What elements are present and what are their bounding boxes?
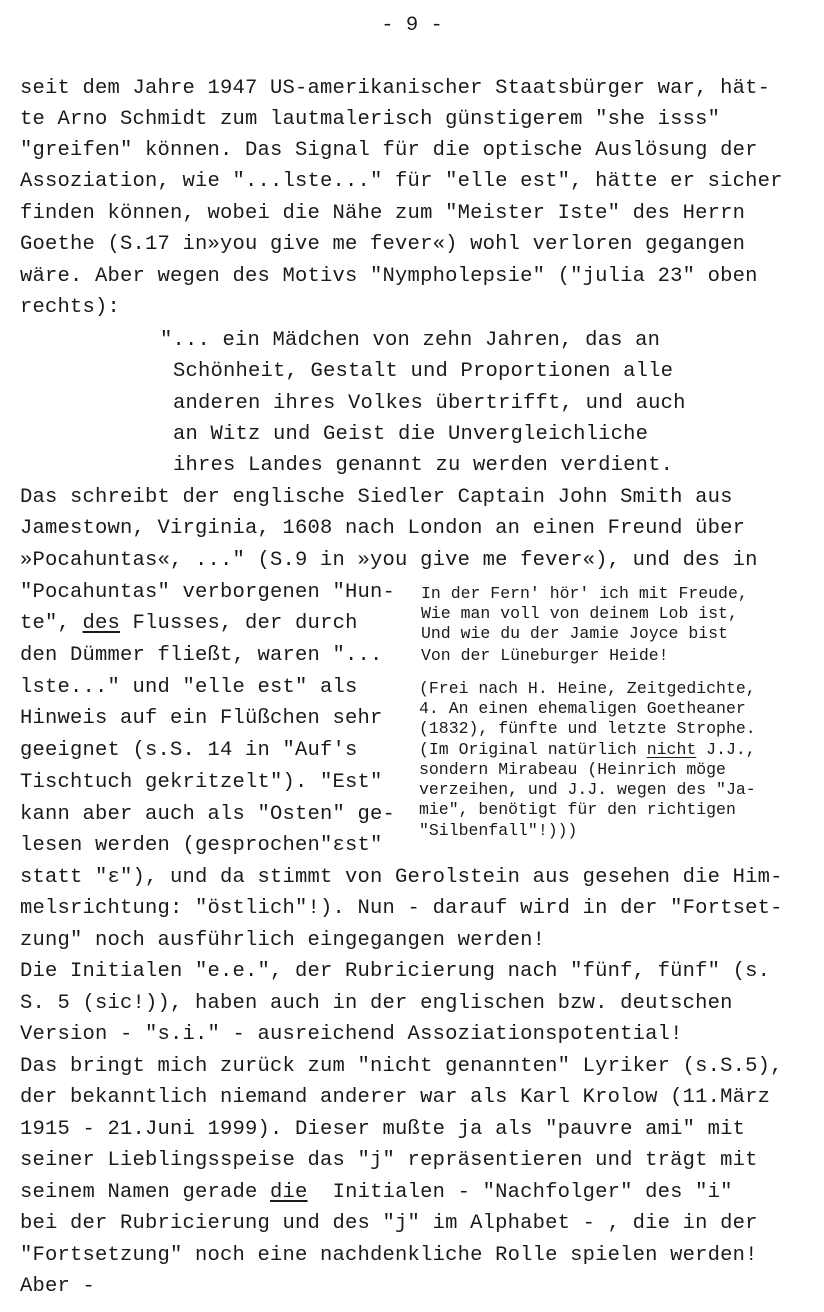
- text-line: seit dem Jahre 1947 US-amerikanischer Staatsbürger war, hät-: [20, 77, 771, 100]
- text-line: "greifen" können. Das Signal für die optische Auslösung der: [20, 139, 758, 162]
- side-note-comment-line: (1832), fünfte und letzte Strophe.: [419, 719, 756, 738]
- side-note-comment-line: mie", benötigt für den richtigen: [419, 800, 736, 819]
- text-line: seinem Namen gerade die Initialen - "Nachfolger" des "i": [20, 1181, 733, 1204]
- side-note-comment-line: 4. An einen ehemaligen Goetheaner: [419, 699, 746, 718]
- quote-line: an Witz und Geist die Unvergleichliche: [173, 423, 649, 446]
- text-line: zung" noch ausführlich eingegangen werden!: [20, 929, 546, 952]
- side-note-poem-line: Wie man voll von deinem Lob ist,: [421, 604, 738, 623]
- side-note-comment-line: sondern Mirabeau (Heinrich möge: [419, 760, 726, 779]
- text-line: Version - "s.i." - ausreichend Assoziationspotential!: [20, 1023, 683, 1046]
- side-note-comment-line: (Im Original natürlich nicht J.J.,: [419, 740, 756, 759]
- text-line: rechts):: [20, 296, 121, 319]
- text-line: wäre. Aber wegen des Motivs "Nympholepsie" ("julia 23" oben: [20, 265, 758, 288]
- side-note-comment-line: verzeihen, und J.J. wegen des "Ja-: [419, 780, 756, 799]
- left-column-line: te", des Flusses, der durch: [20, 612, 358, 635]
- text-line: S. 5 (sic!)), haben auch in der englischen bzw. deutschen: [20, 992, 733, 1015]
- left-column-line: "Pocahuntas" verborgenen "Hun-: [20, 581, 396, 604]
- left-column-line: Hinweis auf ein Flüßchen sehr: [20, 707, 383, 730]
- text-line: Assoziation, wie "...lste..." für "elle est", hätte er sicher: [20, 170, 783, 193]
- underlined-word: die: [270, 1181, 308, 1204]
- left-column-line: geeignet (s.S. 14 in "Auf's: [20, 739, 358, 762]
- left-column-line: Tischtuch gekritzelt"). "Est": [20, 771, 383, 794]
- quote-line: ihres Landes genannt zu werden verdient.: [173, 454, 674, 477]
- side-note-poem-line: Von der Lüneburger Heide!: [421, 646, 669, 665]
- side-note-poem-line: In der Fern' hör' ich mit Freude,: [421, 584, 748, 603]
- text-line: "Fortsetzung" noch eine nachdenkliche Rolle spielen werden!: [20, 1244, 758, 1267]
- text-line: Das schreibt der englische Siedler Captain John Smith aus: [20, 486, 733, 509]
- left-column-line: lesen werden (gesprochen"εst": [20, 834, 383, 857]
- text-line: Aber -: [20, 1275, 96, 1298]
- underlined-word: nicht: [646, 740, 697, 759]
- text-line: seiner Lieblingsspeise das "j" repräsentieren und trägt mit: [20, 1149, 758, 1172]
- left-column-line: kann aber auch als "Osten" ge-: [20, 803, 396, 826]
- text-line: der bekanntlich niemand anderer war als Karl Krolow (11.März: [20, 1086, 771, 1109]
- text-line: statt "ε"), und da stimmt von Gerolstein aus gesehen die Him-: [20, 866, 783, 889]
- page-number: - 9 -: [381, 14, 443, 37]
- text-line: Das bringt mich zurück zum "nicht genannten" Lyriker (s.S.5),: [20, 1055, 783, 1078]
- quote-line: Schönheit, Gestalt und Proportionen alle: [173, 360, 674, 383]
- left-column-line: lste..." und "elle est" als: [20, 676, 358, 699]
- left-column-line: den Dümmer fließt, waren "...: [20, 644, 383, 667]
- quote-line: "... ein Mädchen von zehn Jahren, das an: [160, 329, 661, 352]
- text-line: melsrichtung: "östlich"!). Nun - darauf wird in der "Fortset-: [20, 897, 783, 920]
- text-line: »Pocahuntas«, ..." (S.9 in »you give me fever«), und des in: [20, 549, 758, 572]
- text-line: Die Initialen "e.e.", der Rubricierung nach "fünf, fünf" (s.: [20, 960, 771, 983]
- text-line: Jamestown, Virginia, 1608 nach London an einen Freund über: [20, 517, 746, 540]
- text-line: finden können, wobei die Nähe zum "Meister Iste" des Herrn: [20, 202, 746, 225]
- underlined-word: des: [82, 612, 121, 635]
- side-note-comment-line: (Frei nach H. Heine, Zeitgedichte,: [419, 679, 756, 698]
- side-note-poem-line: Und wie du der Jamie Joyce bist: [421, 624, 728, 643]
- text-line: 1915 - 21.Juni 1999). Dieser mußte ja als "pauvre ami" mit: [20, 1118, 746, 1141]
- text-line: te Arno Schmidt zum lautmalerisch günstigerem "she isss": [20, 108, 721, 131]
- quote-line: anderen ihres Volkes übertrifft, und auch: [173, 392, 686, 415]
- text-line: bei der Rubricierung und des "j" im Alphabet - , die in der: [20, 1212, 758, 1235]
- text-line: Goethe (S.17 in»you give me fever«) wohl verloren gegangen: [20, 233, 746, 256]
- side-note-comment-line: "Silbenfall"!))): [419, 821, 578, 840]
